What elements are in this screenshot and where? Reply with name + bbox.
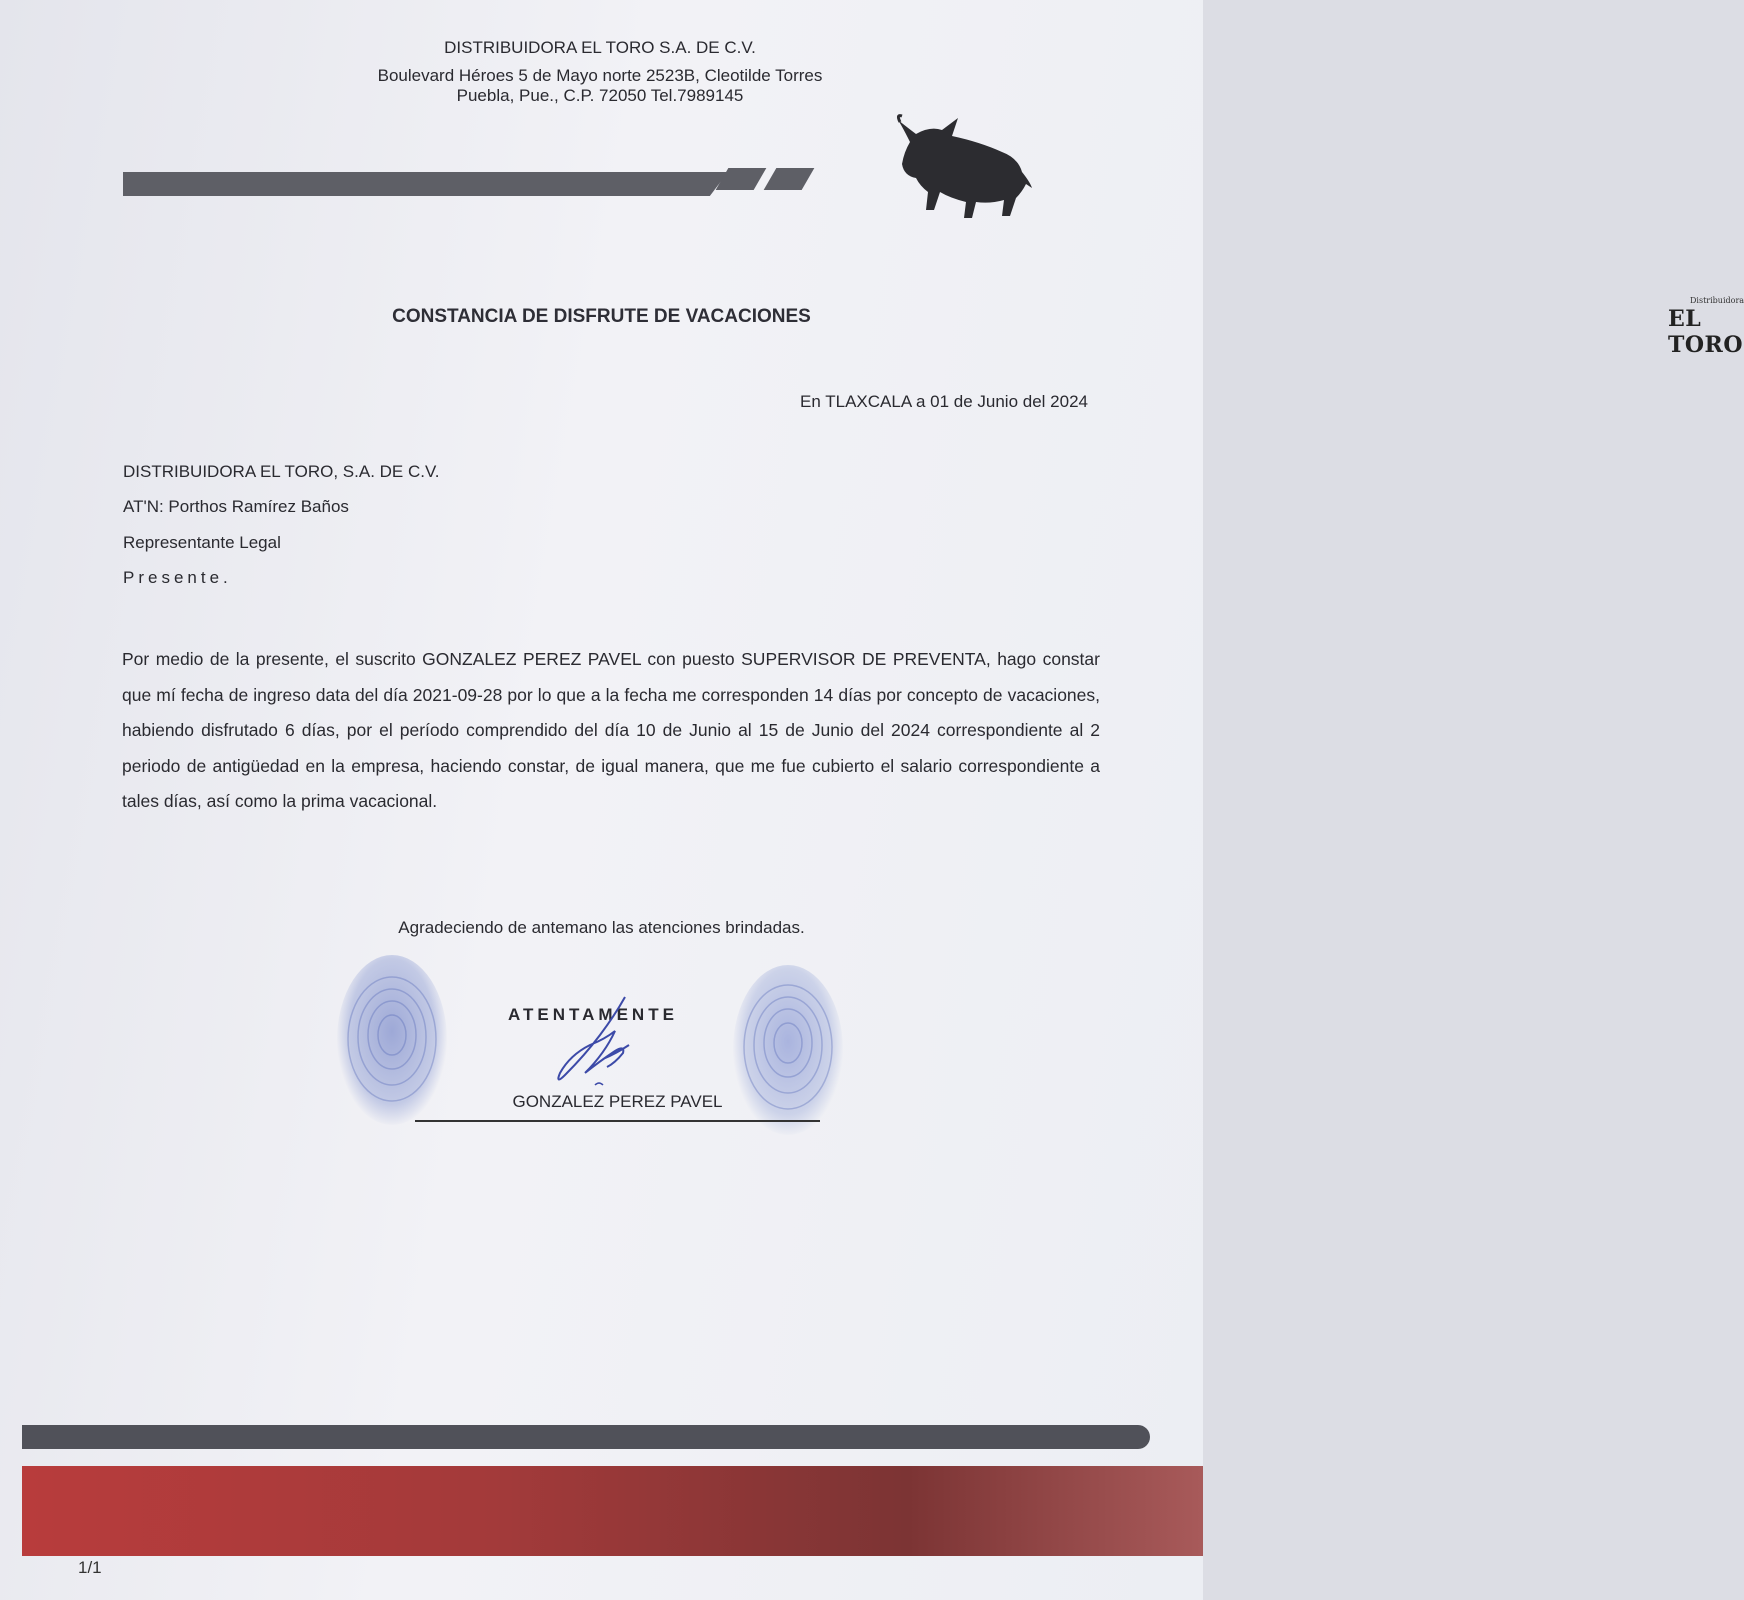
company-name: DISTRIBUIDORA EL TORO S.A. DE C.V.	[444, 38, 756, 57]
addressee-role: Representante Legal	[123, 533, 281, 552]
header-band	[123, 172, 728, 196]
body-paragraph: Por medio de la presente, el suscrito GONZALEZ PEREZ PAVEL con puesto SUPERVISOR DE PREVENTA, hago constar que mí fecha de ingreso data del día 2021-09-28 por lo que a la fecha me corresponden 14 días por concepto de vacaciones, habiendo disfrutado 6 días, por el período comprendido del día 10 de Junio al 15 de Junio del 2024 correspondiente al 2 periodo de antigüedad en la empresa, haciendo constar, de igual manera, que me fue cubierto el salario correspondiente a tales días, así como la prima vacacional.	[122, 649, 1100, 811]
logo-subtitle: Distribuidora	[1690, 296, 1744, 305]
signer-name: GONZALEZ PEREZ PAVEL	[512, 1092, 723, 1111]
company-address-line1: Boulevard Héroes 5 de Mayo norte 2523B, Cleotilde Torres	[377, 66, 823, 85]
place-date: En TLAXCALA a 01 de Junio del 2024	[800, 392, 1088, 411]
logo-wordmark: EL TORO	[1668, 306, 1743, 358]
addressee-greeting: Presente.	[123, 568, 232, 587]
addressee-attn: AT'N: Porthos Ramírez Baños	[123, 497, 349, 516]
header-band-chip	[716, 168, 767, 190]
company-address-line2: Puebla, Pue., C.P. 72050 Tel.7989145	[456, 86, 744, 105]
header-band-chip	[764, 168, 815, 190]
document-title: CONSTANCIA DE DISFRUTE DE VACACIONES	[392, 306, 811, 327]
company-logo	[830, 112, 1744, 358]
page-number: 1/1	[78, 1558, 102, 1577]
thanks-line: Agradeciendo de antemano las atenciones brindadas.	[398, 918, 805, 937]
addressee-company: DISTRIBUIDORA EL TORO, S.A. DE C.V.	[123, 462, 440, 481]
footer-band-dark	[22, 1425, 1150, 1449]
bull-icon	[830, 112, 1060, 232]
footer-band-red	[22, 1466, 1203, 1556]
closing-word: ATENTAMENTE	[508, 1005, 678, 1024]
handwritten-signature	[545, 995, 655, 1095]
signature-line	[415, 1120, 820, 1122]
